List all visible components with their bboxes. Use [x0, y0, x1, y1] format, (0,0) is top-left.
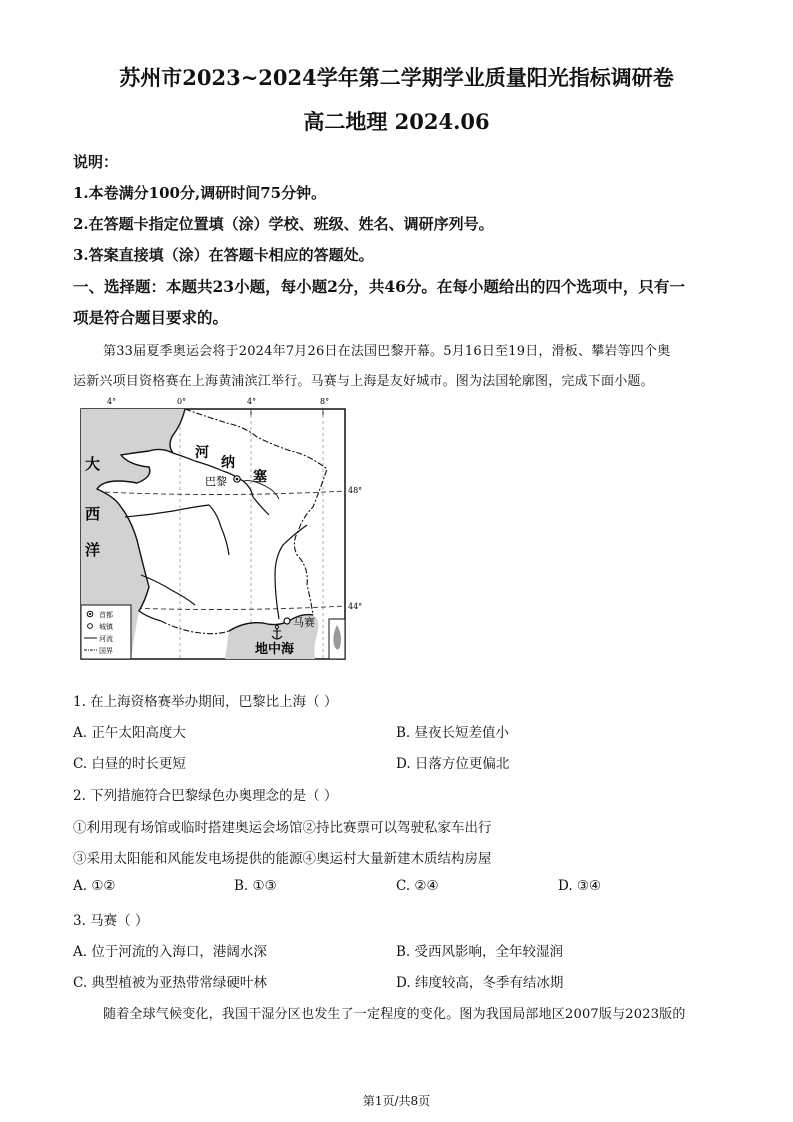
- section-1-instruction-cont: 项是符合题目要求的。: [73, 308, 229, 327]
- q1-option-b: B. 昼夜长短差值小: [396, 725, 510, 741]
- paper-subtitle: 高二地理 2024.06: [303, 109, 490, 134]
- passage-1-line-1: 第33届夏季奥运会将于2024年7月26日在法国巴黎开幕。5月16日至19日，滑板、攀岩等四个奥: [103, 344, 671, 359]
- notes-heading: 说明：: [73, 153, 119, 171]
- q1-option-c: C. 白昼的时长更短: [73, 756, 186, 772]
- river-label-sai: 塞: [253, 469, 267, 485]
- paris-label: 巴黎: [205, 475, 227, 488]
- ocean-label-yang: 洋: [85, 541, 101, 559]
- lon-label-e8: 8°: [320, 397, 330, 406]
- question-1-stem: 1. 在上海资格赛举办期间，巴黎比上海（ ）: [73, 694, 338, 710]
- svg-text:河流: 河流: [99, 635, 113, 643]
- ocean-label-xi: 西: [85, 505, 101, 523]
- lon-label-0: 0°: [177, 397, 187, 406]
- lat-label-48: 48°: [348, 486, 363, 495]
- note-2: 2.在答题卡指定位置填（涂）学校、班级、姓名、调研序列号。: [73, 215, 494, 233]
- river-label-he: 河: [195, 445, 209, 461]
- q3-option-c: C. 典型植被为亚热带常绿硬叶林: [73, 975, 267, 991]
- q2-statement-line-1: ①利用现有场馆或临时搭建奥运会场馆②持比赛票可以驾驶私家车出行: [73, 820, 492, 836]
- passage-2-line-1: 随着全球气候变化，我国干湿分区也发生了一定程度的变化。图为我国局部地区2007版与2023版的: [103, 1007, 686, 1022]
- ocean-label-da: 大: [85, 455, 101, 473]
- note-3: 3.答案直接填（涂）在答题卡相应的答题处。: [73, 246, 374, 264]
- lon-label-e4: 4°: [247, 397, 257, 406]
- svg-text:国界: 国界: [99, 647, 113, 655]
- paris-capital-dot: [236, 478, 239, 481]
- q3-option-d: D. 纬度较高，冬季有结冰期: [396, 975, 564, 991]
- svg-text:首都: 首都: [99, 611, 113, 619]
- note-1: 1.本卷满分100分,调研时间75分钟。: [73, 184, 327, 202]
- france-outline-map: [77, 395, 367, 667]
- q1-option-a: A. 正午太阳高度大: [73, 725, 186, 741]
- lon-label-w4: 4°: [107, 397, 117, 406]
- page-footer: 第1页/共8页: [362, 1094, 431, 1108]
- q2-statement-line-2: ③采用太阳能和风能发电场提供的能源④奥运村大量新建木质结构房屋: [73, 851, 492, 867]
- svg-text:城镇: 城镇: [99, 623, 113, 631]
- q2-option-b: B. ①③: [234, 878, 277, 894]
- river-label-na: 纳: [221, 455, 235, 471]
- question-3-stem: 3. 马赛（ ）: [73, 913, 149, 929]
- mediterranean-label: 地中海: [255, 642, 295, 657]
- marseille-town-symbol: [284, 618, 290, 624]
- q3-option-b: B. 受西风影响，全年较湿润: [396, 944, 564, 960]
- q2-option-c: C. ②④: [396, 878, 439, 894]
- question-2-stem: 2. 下列措施符合巴黎绿色办奥理念的是（ ）: [73, 788, 338, 804]
- q1-option-d: D. 日落方位更偏北: [396, 756, 510, 772]
- section-1-instruction: 一、选择题：本题共23小题，每小题2分，共46分。在每小题给出的四个选项中，只有一: [73, 277, 685, 296]
- paper-title: 苏州市2023~2024学年第二学期学业质量阳光指标调研卷: [119, 65, 674, 90]
- q2-option-a: A. ①②: [73, 878, 116, 894]
- marseille-label: 马赛: [293, 616, 315, 629]
- passage-1-line-2: 运新兴项目资格赛在上海黄浦滨江举行。马赛与上海是友好城市。图为法国轮廓图，完成下面小题。: [73, 374, 654, 389]
- q3-option-a: A. 位于河流的入海口，港阔水深: [73, 944, 267, 960]
- q2-option-d: D. ③④: [558, 878, 602, 894]
- lat-label-44: 44°: [348, 602, 363, 611]
